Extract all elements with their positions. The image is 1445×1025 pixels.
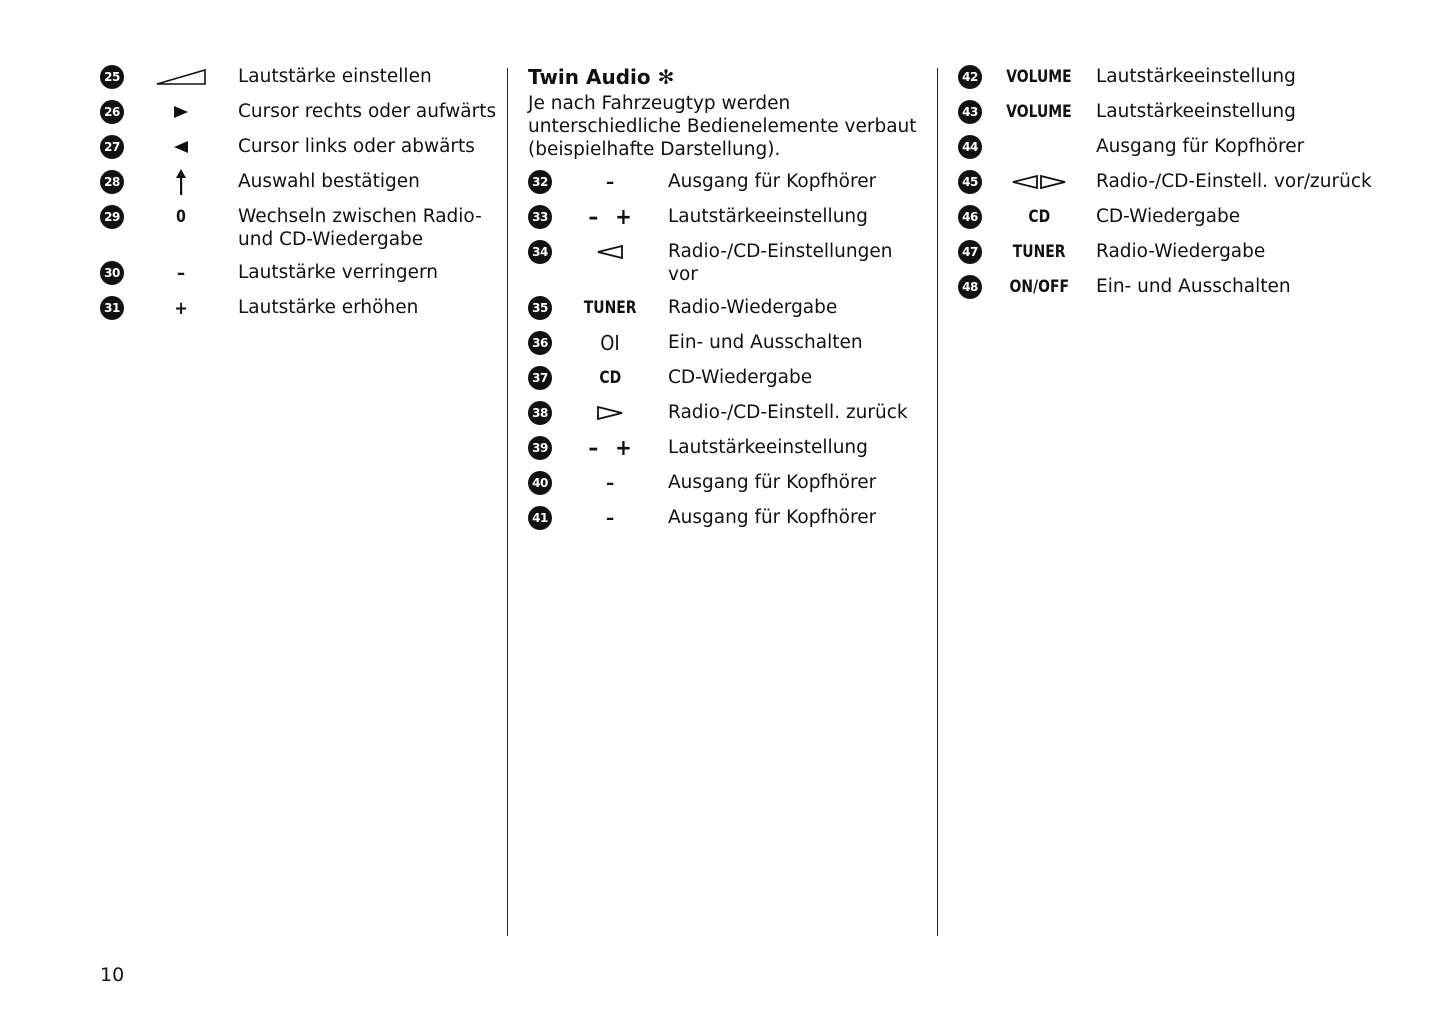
item-label: Cursor links oder abwärts — [238, 136, 475, 157]
item-number: 38 — [528, 401, 552, 425]
minus-plus-icon: – + — [588, 435, 632, 461]
item-number: 26 — [100, 100, 124, 124]
list-item — [100, 134, 500, 160]
item-label: Lautstärkeeinstellung — [1096, 101, 1296, 122]
item-number: 29 — [100, 205, 124, 229]
item-label: Lautstärkeeinstellung — [668, 206, 868, 227]
list-item — [100, 99, 500, 125]
list-item — [528, 295, 928, 321]
section-intro: Je nach Fahrzeugtyp werden unterschiedliche Bedienelemente verbaut (beispielhafte Darstellung). — [528, 93, 917, 160]
list-item — [100, 204, 500, 251]
item-label: CD-Wiedergabe — [1096, 206, 1241, 227]
item-number: 46 — [958, 205, 982, 229]
list-item — [100, 64, 500, 90]
item-label: Lautstärke erhöhen — [238, 297, 419, 318]
list-item — [528, 169, 928, 195]
on-off-symbol: ON/OFF — [1009, 277, 1069, 297]
cd-symbol: CD — [599, 368, 621, 388]
list-item — [958, 99, 1378, 125]
item-number: 28 — [100, 170, 124, 194]
plus-icon: + — [174, 297, 188, 319]
item-number: 34 — [528, 240, 552, 264]
tuner-symbol: TUNER — [583, 298, 637, 318]
list-item — [528, 204, 928, 230]
volume-symbol: VOLUME — [1006, 102, 1072, 122]
empty-symbol — [982, 134, 1096, 160]
minus-icon: – — [605, 171, 615, 193]
minus-plus-icon: – + — [588, 204, 632, 230]
list-item — [958, 64, 1378, 90]
minus-icon: – — [605, 507, 615, 529]
item-label: Wechseln zwischen Radio- und CD-Wiedergabe — [238, 206, 482, 250]
page-number: 10 — [100, 964, 125, 986]
tuner-symbol: TUNER — [1012, 242, 1066, 262]
section-heading: Twin Audio ✻ — [528, 65, 675, 89]
list-item — [528, 435, 928, 461]
controls-list-middle — [528, 64, 928, 540]
item-number: 27 — [100, 135, 124, 159]
item-label: CD-Wiedergabe — [668, 367, 813, 388]
list-item — [100, 169, 500, 195]
item-label: Ausgang für Kopfhörer — [668, 472, 877, 493]
item-label: Radio-/CD-Einstellungen vor — [668, 241, 893, 285]
list-item — [958, 169, 1378, 195]
item-number: 45 — [958, 170, 982, 194]
arrow-left-icon — [124, 134, 238, 160]
item-label: Auswahl bestätigen — [238, 171, 420, 192]
list-item — [958, 274, 1378, 300]
cd-symbol: CD — [1028, 207, 1050, 227]
item-label: Lautstärkeeinstellung — [668, 437, 868, 458]
item-label: Radio-Wiedergabe — [668, 297, 838, 318]
list-item — [100, 260, 500, 286]
column-divider — [937, 68, 938, 936]
item-number: 37 — [528, 366, 552, 390]
item-label: Lautstärke einstellen — [238, 66, 432, 87]
list-item — [528, 239, 928, 286]
item-number: 44 — [958, 135, 982, 159]
list-item — [528, 400, 928, 426]
list-item — [528, 330, 928, 356]
item-number: 47 — [958, 240, 982, 264]
controls-list-left — [100, 64, 500, 330]
item-number: 43 — [958, 100, 982, 124]
zero-icon: 0 — [176, 207, 186, 227]
item-label: Ein- und Ausschalten — [668, 332, 863, 353]
item-label: Radio-/CD-Einstell. vor/zurück — [1096, 171, 1372, 192]
list-item — [528, 505, 928, 531]
list-item — [528, 470, 928, 496]
asterisk-icon: ✻ — [657, 65, 675, 89]
minus-icon: – — [176, 262, 186, 284]
item-label: Ausgang für Kopfhörer — [668, 171, 877, 192]
list-item — [100, 295, 500, 321]
arrow-right-icon — [124, 99, 238, 125]
item-number: 39 — [528, 436, 552, 460]
item-number: 35 — [528, 296, 552, 320]
item-label: Ausgang für Kopfhörer — [1096, 136, 1305, 157]
triangle-left-right-icon — [982, 169, 1096, 195]
item-number: 48 — [958, 275, 982, 299]
item-label: Ausgang für Kopfhörer — [668, 507, 877, 528]
item-number: 33 — [528, 205, 552, 229]
item-label: Radio-Wiedergabe — [1096, 241, 1266, 262]
item-label: Ein- und Ausschalten — [1096, 276, 1291, 297]
triangle-right-icon — [552, 400, 668, 426]
item-number: 25 — [100, 65, 124, 89]
list-item — [958, 204, 1378, 230]
item-number: 30 — [100, 261, 124, 285]
item-number: 41 — [528, 506, 552, 530]
list-item — [528, 365, 928, 391]
item-label: Lautstärke verringern — [238, 262, 438, 283]
volume-symbol: VOLUME — [1006, 67, 1072, 87]
item-label: Lautstärkeeinstellung — [1096, 66, 1296, 87]
volume-ramp-icon — [124, 64, 238, 90]
list-item — [958, 239, 1378, 265]
triangle-left-icon — [552, 239, 668, 265]
minus-icon: – — [605, 472, 615, 494]
item-number: 42 — [958, 65, 982, 89]
column-divider — [507, 68, 508, 936]
item-label: Cursor rechts oder aufwärts — [238, 101, 497, 122]
arrow-up-icon — [124, 169, 238, 195]
item-number: 31 — [100, 296, 124, 320]
list-item — [958, 134, 1378, 160]
item-number: 36 — [528, 331, 552, 355]
item-label: Radio-/CD-Einstell. zurück — [668, 402, 908, 423]
item-number: 40 — [528, 471, 552, 495]
item-number: 32 — [528, 170, 552, 194]
power-symbol: OI — [600, 331, 620, 355]
controls-list-right — [958, 64, 1378, 309]
